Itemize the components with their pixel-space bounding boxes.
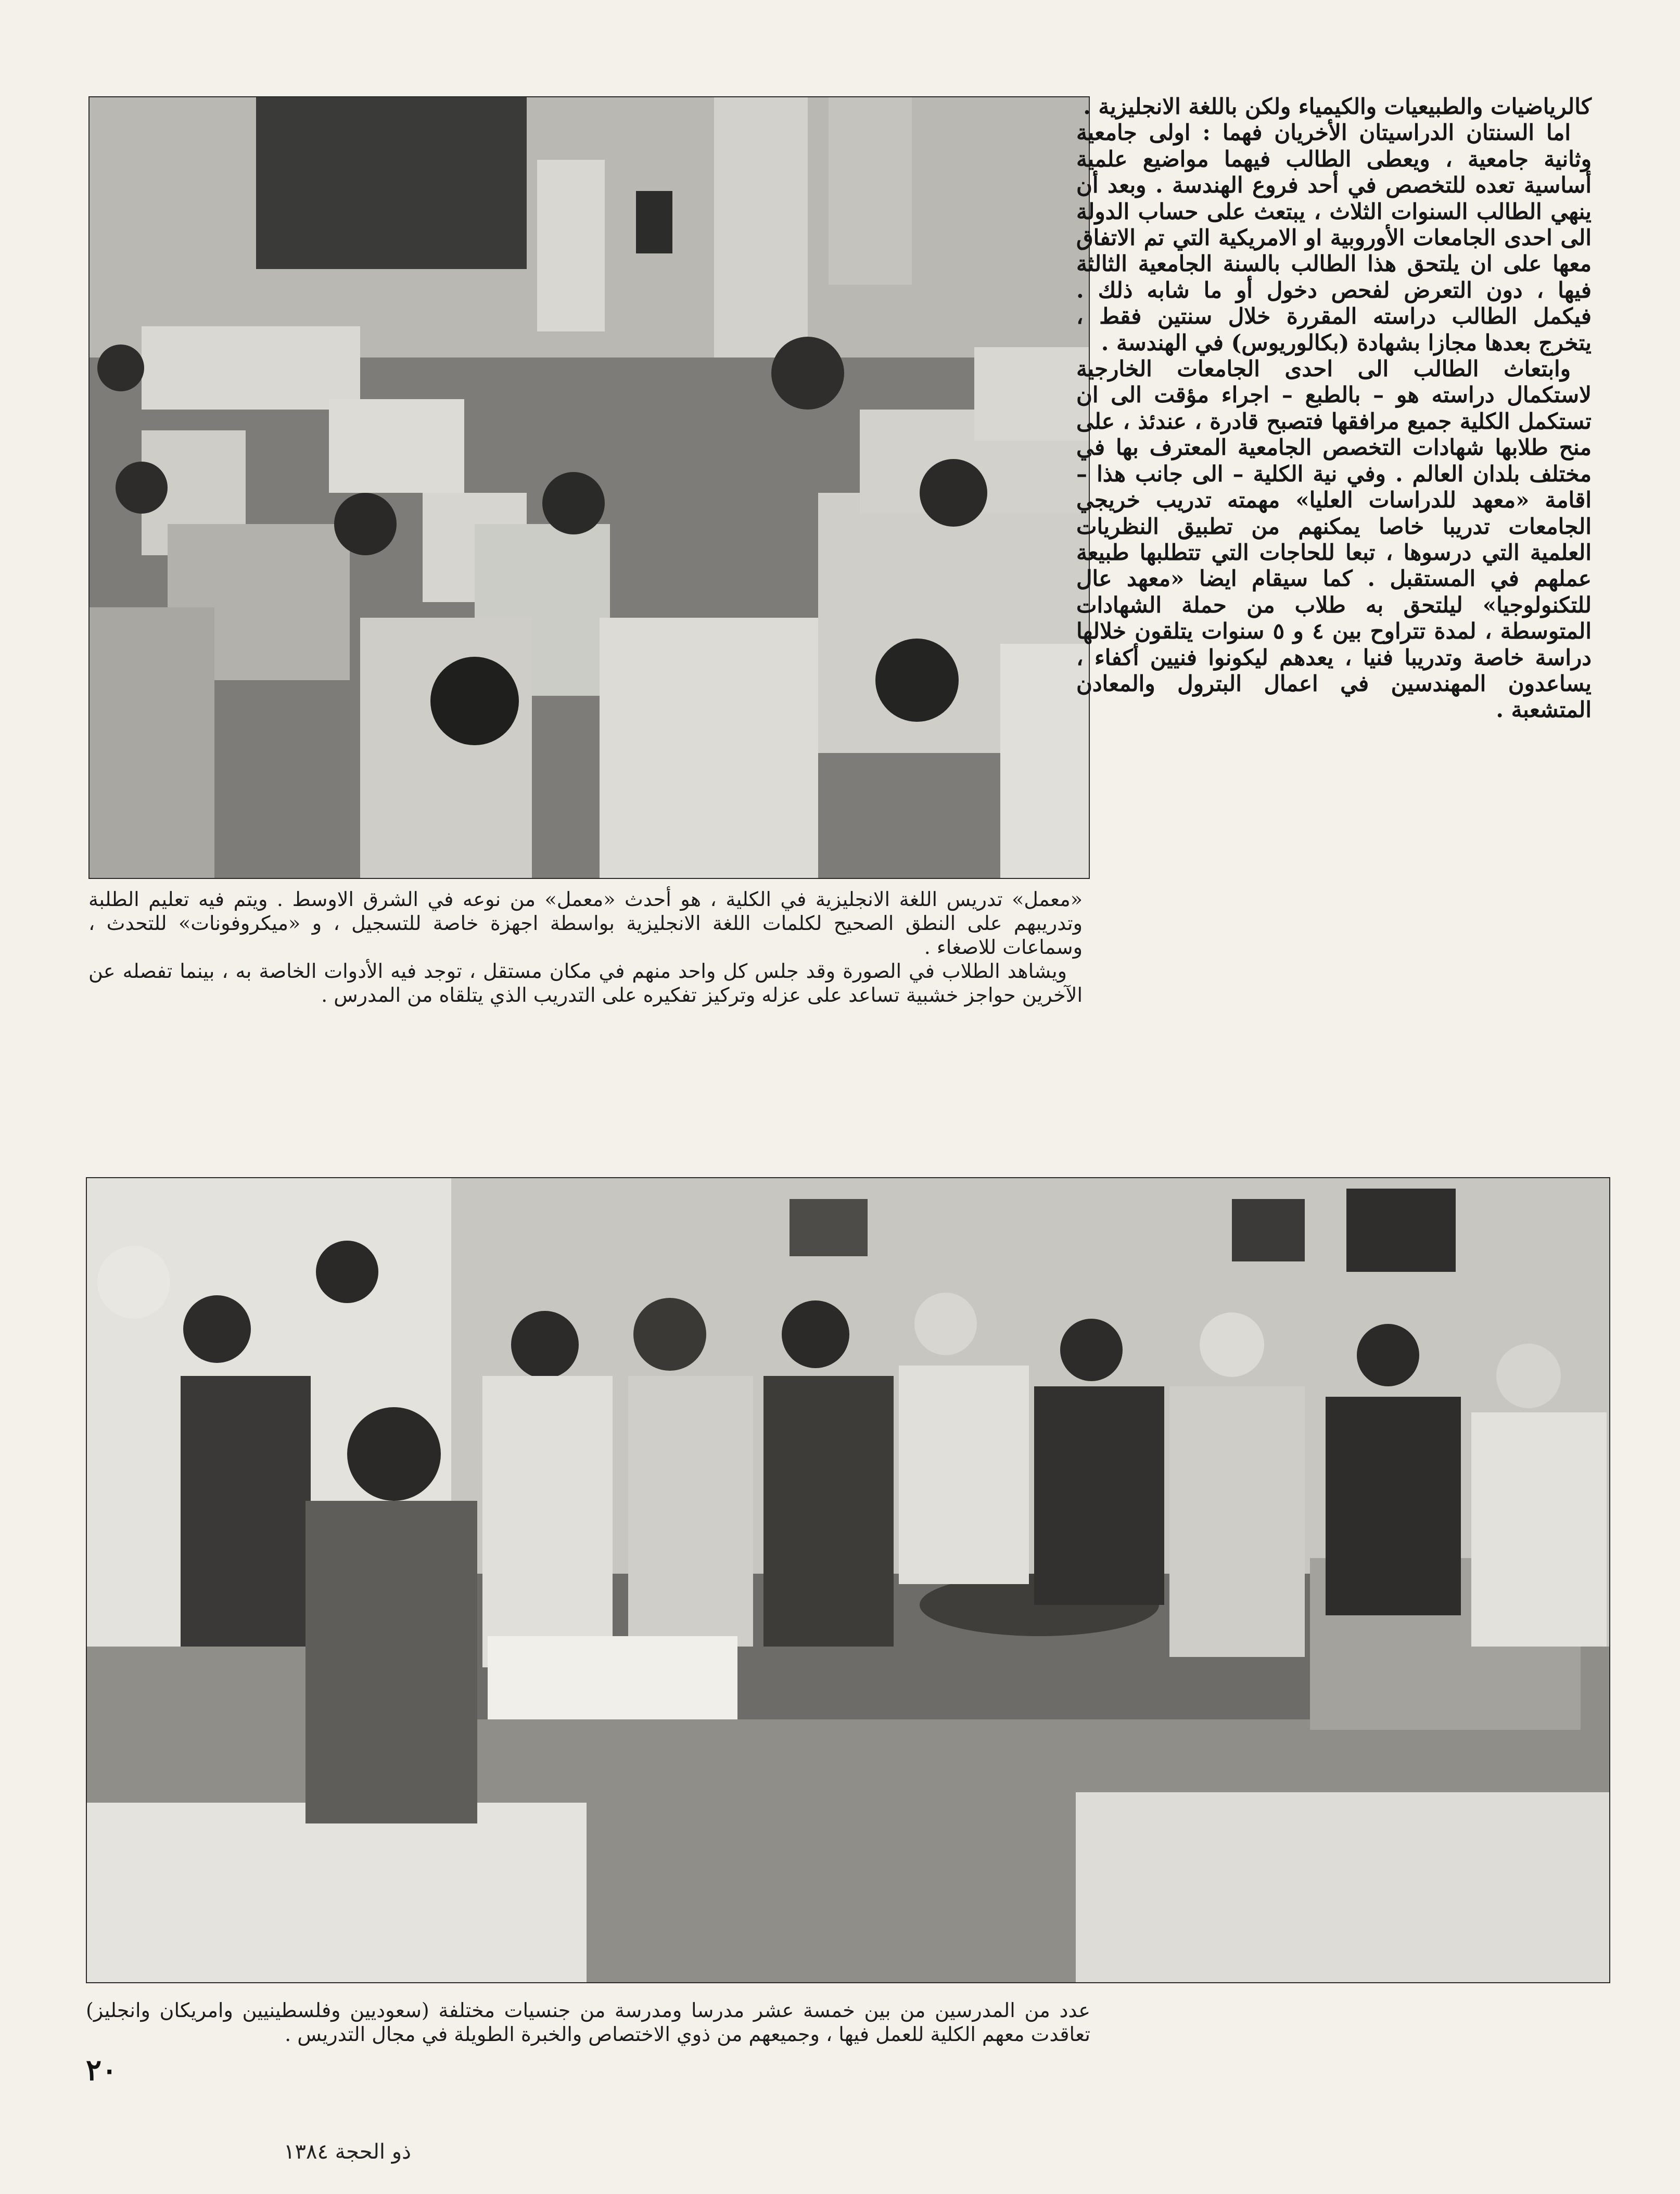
issue-date: ذو الحجة ١٣٨٤ — [284, 2140, 411, 2164]
article-paragraph: وابتعاث الطالب الى احدى الجامعات الخارجية لاستكمال دراسته هو – بالطبع – اجراء مؤقت الى ان تستكمل الكلية جميع مرافقها فتصبح قادرة ، عندئذ ، على منح طلابها شهادات التخصص الجامعية المعترف بها في مختلف بلدان العالم . وفي نية الكلية – الى جانب هذا – اقامة «معهد للدراسات العليا» مهمته تدريب خريجي الجامعات تدريبا خاصا يمكنهم من تطبيق النظريات العلمية التي درسوها ، تبعا للحاجات التي تتطلبها طبيعة عملهم في المستقبل . كما سيقام ايضا «معهد عال للتكنولوجيا» ليلتحق به طلاب من حملة الشهادات المتوسطة ، لمدة تتراوح بين ٤ و ٥ سنوات يتلقون خلالها دراسة خاصة وتدريبا فنيا ، يعدهم ليكونوا فنيين أكفاء ، يساعدون المهندسين في اعمال البترول والمعادن المتشعبة . — [1076, 356, 1592, 723]
caption-paragraph: عدد من المدرسين من بين خمسة عشر مدرسا ومدرسة من جنسيات مختلفة (سعوديين وفلسطينيين وامريكان وانجليز) تعاقدت معهم الكلية للعمل فيها ، وجميعهم من ذوي الاختصاص والخبرة الطويلة في مجال التدريس . — [86, 1999, 1090, 2046]
language-lab-photo-graphic — [90, 97, 1089, 878]
teachers-group-photo-graphic — [87, 1178, 1609, 1982]
article-paragraph: اما السنتان الدراسيتان الأخريان فهما : اولى جامعية وثانية جامعية ، ويعطى الطالب فيهما مواضيع علمية أساسية تعده للتخصص في أحد فروع الهندسة . وبعد أن ينهي الطالب السنوات الثلاث ، يبتعث على حساب الدولة الى احدى الجامعات الأوروبية او الامريكية التي تم الاتفاق معها على ان يلتحق هذا الطالب بالسنة الجامعية الثالثة فيها ، دون التعرض لفحص دخول أو ما شابه ذلك . فيكمل الطالب دراسته المقررة خلال سنتين فقط ، يتخرج بعدها مجازا بشهادة (بكالوريوس) في الهندسة . — [1076, 120, 1592, 355]
teachers-group-photo — [86, 1177, 1610, 1983]
language-lab-caption — [88, 887, 1083, 1007]
caption-paragraph: «معمل» تدريس اللغة الانجليزية في الكلية ، هو أحدث «معمل» من نوعه في الشرق الاوسط . ويتم فيه تعليم الطلبة وتدريبهم على النطق الصحيح لكلمات اللغة الانجليزية بواسطة اجهزة خاصة للتسجيل ، و «ميكروفونات» للتحدث ، وسماعات للاصغاء . — [88, 888, 1083, 959]
caption-paragraph: ويشاهد الطلاب في الصورة وقد جلس كل واحد منهم في مكان مستقل ، توجد فيه الأدوات الخاصة به ، بينما تفصله عن الآخرين حواجز خشبية تساعد على عزله وتركيز تفكيره على التدريب الذي يتلقاه من المدرس . — [88, 960, 1083, 1006]
article-text — [1076, 94, 1592, 723]
teachers-caption — [86, 1998, 1090, 2046]
article-paragraph: كالرياضيات والطبيعيات والكيمياء ولكن باللغة الانجليزية . — [1083, 94, 1592, 119]
language-lab-photo — [88, 96, 1090, 879]
page-number: ٢٠ — [86, 2053, 118, 2087]
